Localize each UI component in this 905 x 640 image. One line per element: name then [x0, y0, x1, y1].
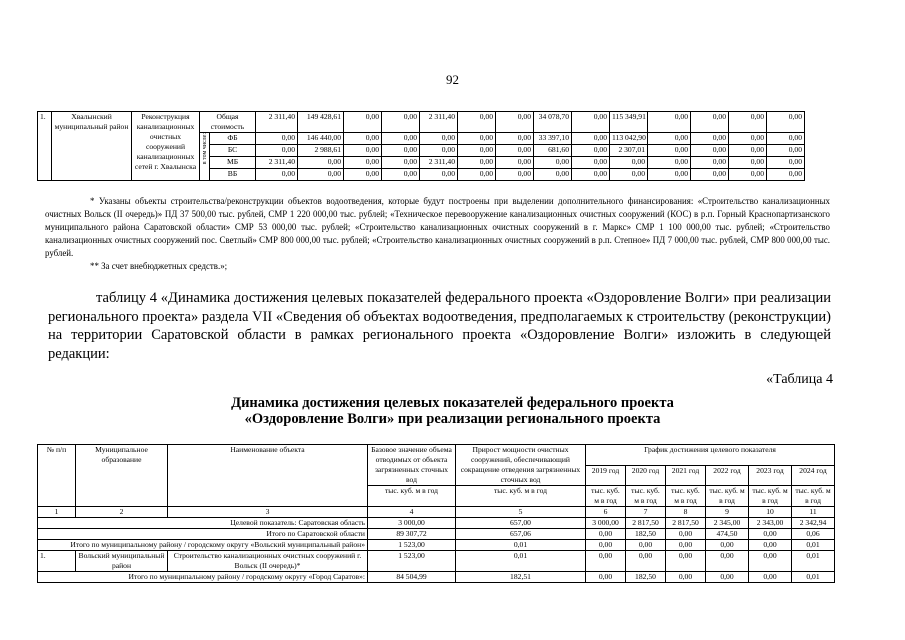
financing-value: 0,00 [572, 145, 610, 157]
financing-value: 34 078,70 [534, 112, 572, 133]
header-year: 2022 год [706, 465, 749, 486]
financing-value: 0,00 [729, 157, 767, 169]
indicator-value: 0,00 [666, 572, 706, 583]
indicator-value: 0,01 [456, 551, 586, 572]
header-row [38, 445, 835, 466]
page-number: 92 [446, 72, 459, 87]
column-number: 9 [706, 507, 749, 518]
indicator-value: 2 342,94 [792, 518, 835, 529]
indicator-value: 2 345,00 [706, 518, 749, 529]
financing-value: 0,00 [256, 169, 298, 181]
financing-value: 2 311,40 [420, 112, 458, 133]
financing-value: 0,00 [691, 157, 729, 169]
header-year-unit: тыс. куб. м в год [626, 486, 666, 507]
financing-value: 0,00 [298, 169, 344, 181]
municipality-name: Вольский муниципальный район [76, 551, 168, 572]
indicator-value: 0,00 [586, 551, 626, 572]
indicator-value: 0,01 [792, 540, 835, 551]
indicator-value: 0,00 [666, 529, 706, 540]
column-number: 8 [666, 507, 706, 518]
table-title-line-2: «Оздоровление Волги» при реализации регионального проекта [244, 411, 661, 427]
financing-value: 0,00 [458, 157, 496, 169]
financing-label: ФБ [210, 133, 256, 145]
financing-value: 0,00 [344, 145, 382, 157]
financing-value: 0,00 [382, 145, 420, 157]
financing-value: 0,00 [729, 169, 767, 181]
financing-value: 0,00 [572, 112, 610, 133]
financing-value: 0,00 [496, 133, 534, 145]
vertical-label: в том числе: [202, 133, 208, 165]
column-number: 6 [586, 507, 626, 518]
header-object: Наименование объекта [168, 445, 368, 507]
financing-value: 0,00 [691, 145, 729, 157]
header-year-unit: тыс. куб. м в год [706, 486, 749, 507]
indicator-value: 0,00 [626, 540, 666, 551]
indicator-value: 0,00 [749, 540, 792, 551]
header-schedule: График достижения целевого показателя [586, 445, 835, 466]
financing-value: 0,00 [420, 133, 458, 145]
region-total-row [38, 529, 835, 540]
financing-value: 2 307,01 [610, 145, 648, 157]
volsk-total-row [38, 540, 835, 551]
financing-label: Общая стоимость [200, 112, 256, 133]
instruction-paragraph: таблицу 4 «Динамика достижения целевых показателей федерального проекта «Оздоровление Волги» при реализации регионального проекта» раздела VII «Сведения об объектах водоотведения, предполагаемых к строительству (реконструкции) на территории Саратовской области в рамках регионального проекта «Оздоровление Волги» изложить в следующей редакции: [48, 290, 831, 362]
indicator-value: 0,00 [749, 529, 792, 540]
indicator-value: 0,00 [749, 572, 792, 583]
financing-value: 0,00 [496, 112, 534, 133]
financing-value: 0,00 [729, 133, 767, 145]
target-row [38, 518, 835, 529]
table-label: «Таблица 4 [766, 372, 833, 387]
indicator-value: 2 817,50 [626, 518, 666, 529]
district-name: Хвалынский муниципальный район [52, 112, 132, 181]
column-number: 10 [749, 507, 792, 518]
financing-value: 0,00 [572, 169, 610, 181]
financing-label: БС [210, 145, 256, 157]
indicator-value: 0,00 [626, 551, 666, 572]
financing-value: 0,00 [610, 157, 648, 169]
financing-value: 0,00 [458, 112, 496, 133]
financing-value: 149 428,61 [298, 112, 344, 133]
financing-value: 146 440,00 [298, 133, 344, 145]
indicator-value: 182,50 [626, 529, 666, 540]
header-base-unit: тыс. куб. м в год [368, 486, 456, 507]
volsk-object-row [38, 551, 835, 572]
header-capacity-gain: Прирост мощности очистных сооружений, обеспечивающий сокращение отведения загрязненных сточных вод [456, 445, 586, 486]
row-label: Итого по муниципальному району / городскому округу «Вольский муниципальный район» [38, 540, 368, 551]
financing-value: 0,00 [256, 133, 298, 145]
header-year: 2023 год [749, 465, 792, 486]
financing-value: 2 311,40 [420, 157, 458, 169]
column-number: 2 [76, 507, 168, 518]
footnote-2: ** За счет внебюджетных средств.»; [90, 261, 228, 271]
table-title-line-1: Динамика достижения целевых показателей федерального проекта [231, 395, 674, 411]
financing-value: 0,00 [496, 157, 534, 169]
financing-value: 0,00 [767, 169, 805, 181]
indicator-value: 0,01 [456, 540, 586, 551]
indicator-value: 0,00 [706, 540, 749, 551]
financing-value: 0,00 [382, 169, 420, 181]
header-year-unit: тыс. куб. м в год [792, 486, 835, 507]
indicator-value: 0,06 [792, 529, 835, 540]
header-base-value: Базовое значение объема отводимых от объекта загрязненных сточных вод [368, 445, 456, 486]
financing-value: 0,00 [420, 145, 458, 157]
header-year: 2021 год [666, 465, 706, 486]
header-municipality: Муниципальное образование [76, 445, 168, 507]
financing-value: 0,00 [382, 133, 420, 145]
financing-value: 0,00 [767, 157, 805, 169]
header-number: № п/п [38, 445, 76, 507]
financing-value: 0,00 [344, 169, 382, 181]
financing-value: 2 311,40 [256, 157, 298, 169]
indicator-value: 0,00 [706, 572, 749, 583]
financing-value: 0,00 [729, 112, 767, 133]
row-number: 1. [38, 112, 52, 181]
financing-value: 0,00 [610, 169, 648, 181]
header-year-unit: тыс. куб. м в год [749, 486, 792, 507]
indicator-value: 3 000,00 [586, 518, 626, 529]
financing-value: 2 311,40 [256, 112, 298, 133]
column-number: 1 [38, 507, 76, 518]
indicator-value: 0,00 [586, 529, 626, 540]
financing-value: 0,00 [382, 112, 420, 133]
financing-value: 0,00 [458, 169, 496, 181]
financing-value: 0,00 [729, 145, 767, 157]
financing-value: 0,00 [572, 157, 610, 169]
financing-value: 0,00 [767, 112, 805, 133]
financing-value: 0,00 [496, 169, 534, 181]
indicator-value: 657,06 [456, 529, 586, 540]
dynamics-table [37, 444, 835, 583]
financing-value: 0,00 [534, 169, 572, 181]
financing-value: 0,00 [534, 157, 572, 169]
financing-row-total [38, 112, 845, 133]
financing-label: МБ [210, 157, 256, 169]
indicator-value: 0,00 [666, 551, 706, 572]
header-gain-unit: тыс. куб. м в год [456, 486, 586, 507]
financing-value: 0,00 [572, 133, 610, 145]
header-year-unit: тыс. куб. м в год [666, 486, 706, 507]
column-number: 11 [792, 507, 835, 518]
financing-value: 0,00 [767, 133, 805, 145]
financing-value: 0,00 [344, 157, 382, 169]
indicator-value: 2 343,00 [749, 518, 792, 529]
row-label: Итого по муниципальному району / городскому округу «Город Саратов»: [38, 572, 368, 583]
financing-value: 0,00 [344, 112, 382, 133]
financing-value: 0,00 [256, 145, 298, 157]
financing-value: 0,00 [648, 112, 691, 133]
financing-value: 0,00 [767, 145, 805, 157]
financing-value: 0,00 [458, 133, 496, 145]
row-label: Целевой показатель: Саратовская область [38, 518, 368, 529]
financing-value: 0,00 [496, 145, 534, 157]
financing-table [37, 111, 845, 181]
indicator-value: 1 523,00 [368, 540, 456, 551]
financing-value: 0,00 [420, 169, 458, 181]
saratov-total-row [38, 572, 835, 583]
indicator-value: 0,00 [586, 572, 626, 583]
column-number: 4 [368, 507, 456, 518]
financing-value: 0,00 [458, 145, 496, 157]
column-number: 7 [626, 507, 666, 518]
indicator-value: 89 307,72 [368, 529, 456, 540]
financing-value: 0,00 [691, 112, 729, 133]
column-number: 5 [456, 507, 586, 518]
object-name: Строительство канализационных очистных сооружений г. Вольск (II очередь)* [168, 551, 368, 572]
financing-value: 0,00 [691, 133, 729, 145]
header-year-unit: тыс. куб. м в год [586, 486, 626, 507]
financing-value: 0,00 [691, 169, 729, 181]
financing-value: 113 042,90 [610, 133, 648, 145]
financing-value: 115 349,91 [610, 112, 648, 133]
indicator-value: 1 523,00 [368, 551, 456, 572]
indicator-value: 474,50 [706, 529, 749, 540]
object-name: Реконструкция канализационных очистных сооружений канализационных сетей г. Хвалынска [132, 112, 200, 181]
financing-label: ВБ [210, 169, 256, 181]
header-year: 2019 год [586, 465, 626, 486]
indicator-value: 0,00 [666, 540, 706, 551]
financing-value: 681,60 [534, 145, 572, 157]
financing-value: 0,00 [648, 157, 691, 169]
indicator-value: 657,00 [456, 518, 586, 529]
financing-value: 0,00 [648, 145, 691, 157]
column-number: 3 [168, 507, 368, 518]
indicator-value: 0,01 [792, 551, 835, 572]
header-year: 2024 год [792, 465, 835, 486]
financing-value: 33 397,10 [534, 133, 572, 145]
indicator-value: 0,00 [749, 551, 792, 572]
footnote-1: * Указаны объекты строительства/реконструкции объектов водоотведения, которые будут построены при выделении дополнительного финансирования: «Строительство канализационных очистных Вольск (II очередь)» ПД 37 500,00 тыс. рублей, СМР 1 220 000,00 тыс. рублей; «Техническое перевооружение канализационных очистных сооружений (КОС) в р.п. Горный Краснопартизанского муниципального района Саратовской области» СМР 53 000,00 тыс. рублей; «Строительство канализационных очистных сооружений в г. Маркс» СМР 1 100 000,00 тыс. рублей; «Строительство канализационных очистных сооружений пос. Светлый» СМР 800 000,00 тыс. рублей; «Строительство канализационных очистных сооружений в р.п. Степное» ПД 7 000,00 тыс. рублей, СМР 800 000,00 тыс. рублей. [45, 196, 830, 258]
header-year: 2020 год [626, 465, 666, 486]
indicator-value: 0,01 [792, 572, 835, 583]
financing-value: 2 988,61 [298, 145, 344, 157]
financing-value: 0,00 [298, 157, 344, 169]
row-number: 1. [38, 551, 76, 572]
indicator-value: 3 000,00 [368, 518, 456, 529]
column-numbers-row [38, 507, 835, 518]
indicator-value: 0,00 [586, 540, 626, 551]
indicator-value: 182,50 [626, 572, 666, 583]
indicator-value: 0,00 [706, 551, 749, 572]
indicator-value: 84 504,99 [368, 572, 456, 583]
indicator-value: 182,51 [456, 572, 586, 583]
indicator-value: 2 817,50 [666, 518, 706, 529]
financing-value: 0,00 [382, 157, 420, 169]
row-label: Итого по Саратовской области [38, 529, 368, 540]
financing-value: 0,00 [648, 169, 691, 181]
financing-value: 0,00 [648, 133, 691, 145]
financing-value: 0,00 [344, 133, 382, 145]
